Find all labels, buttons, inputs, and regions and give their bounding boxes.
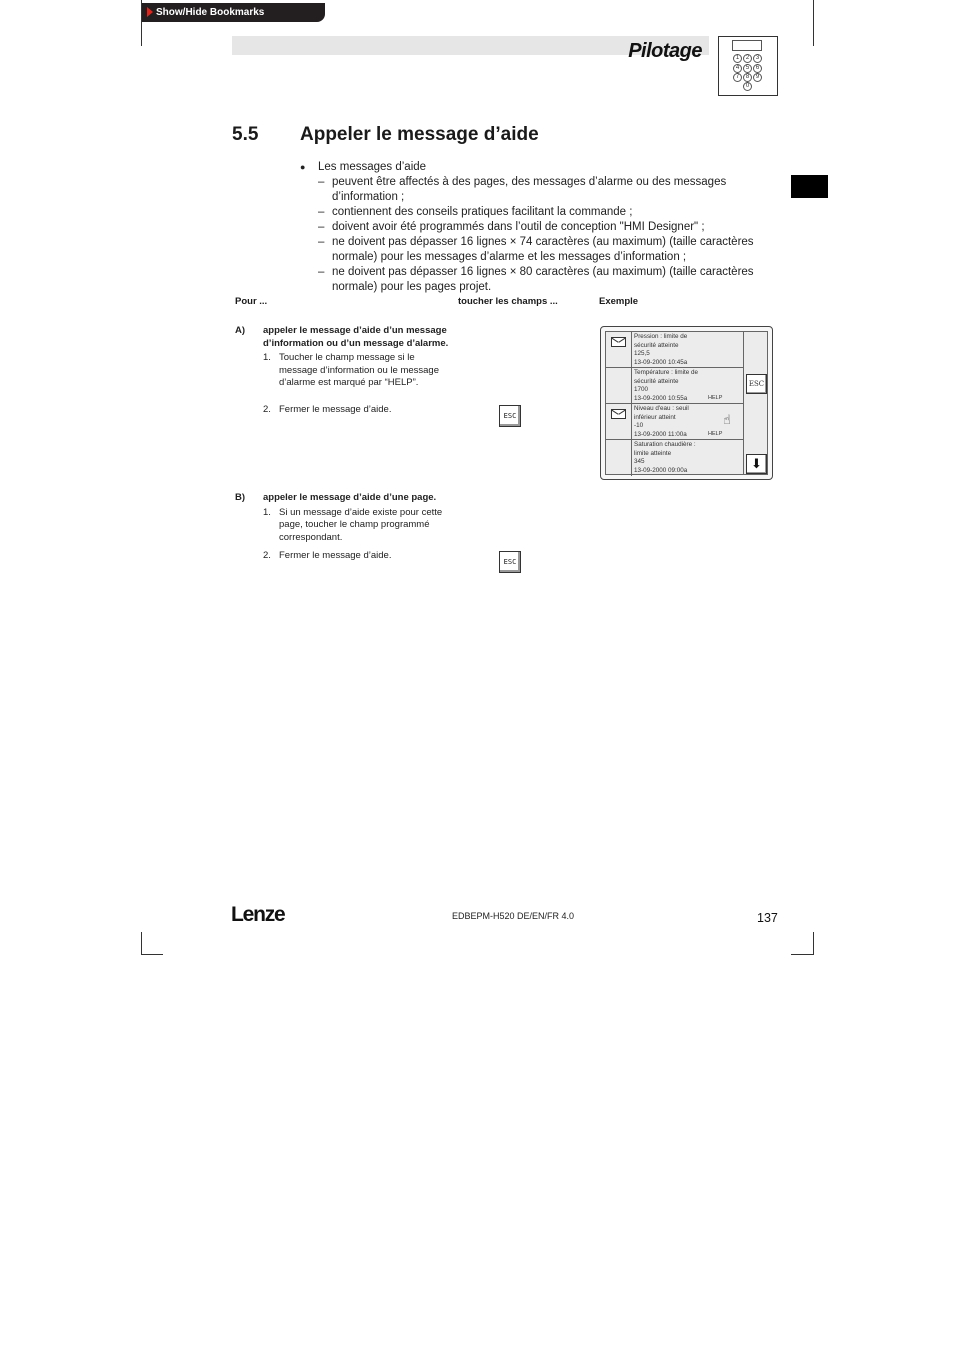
icon-cell	[606, 440, 632, 476]
document-code: EDBEPM-H520 DE/EN/FR 4.0	[452, 911, 575, 921]
keypad-key: 3	[753, 54, 762, 63]
example-esc-button[interactable]: ESC	[746, 374, 767, 394]
column-header-pour: Pour ...	[235, 296, 268, 307]
step-number: 2.	[263, 403, 271, 415]
scroll-down-button[interactable]	[746, 454, 767, 474]
step-letter: B)	[235, 492, 246, 503]
step-b	[235, 492, 450, 563]
intro-list	[300, 160, 780, 295]
step-item	[263, 550, 450, 563]
keypad-key: 8	[743, 73, 752, 82]
step-item	[263, 352, 450, 390]
step-text: Fermer le message d’aide.	[279, 550, 392, 561]
message-row[interactable]	[606, 404, 743, 440]
message-text: Niveau d'eau : seuil inférieur atteint -10 13-09-2000 11:00a	[634, 405, 689, 438]
crop-mark	[141, 954, 163, 955]
icon-cell	[606, 404, 632, 439]
section-number: 5.5	[232, 124, 259, 145]
help-marker: HELP	[708, 395, 723, 401]
step-number: 1.	[263, 352, 271, 363]
message-row[interactable]	[606, 440, 743, 476]
help-marker: HELP	[708, 431, 723, 437]
column-header-toucher: toucher les champs ...	[458, 296, 558, 307]
crop-mark	[791, 954, 814, 955]
list-item: – ne doivent pas dépasser 16 lignes × 80 caractères (au maximum) (taille caractères normale) pour les pages projet.	[318, 265, 780, 295]
keypad-key: 4	[733, 64, 742, 73]
keypad-key: 6	[753, 64, 762, 73]
page-number: 137	[757, 911, 778, 925]
step-heading: appeler le message d’aide d’un message d’information ou d’un message d’alarme.	[263, 325, 449, 349]
keypad-key: 1	[733, 54, 742, 63]
icon-cell	[606, 368, 632, 403]
message-text: Pression : limite de sécurité atteinte 125,5 13-09-2000 10:45a	[634, 333, 688, 366]
lenze-logo: Lenze	[231, 903, 285, 926]
envelope-icon	[611, 409, 626, 419]
icon-cell	[606, 332, 632, 367]
column-header-exemple: Exemple	[599, 296, 639, 307]
list-item: – ne doivent pas dépasser 16 lignes × 74 caractères (au maximum) (taille caractères normale) pour les messages d’alarme et les messages d’information ;	[318, 235, 780, 265]
step-letter: A)	[235, 325, 246, 336]
page-title: Pilotage	[628, 40, 702, 62]
esc-button[interactable]: ESC	[499, 551, 521, 573]
crop-mark	[813, 0, 814, 46]
message-text: Saturation chaudière : limite atteinte 345 13-09-2000 09:00a	[634, 441, 696, 474]
intro-bullet: ● Les messages d’aide	[300, 160, 780, 175]
example-screen	[600, 326, 773, 480]
keypad-display	[732, 40, 762, 51]
crop-mark	[141, 932, 142, 954]
keypad-icon	[718, 36, 778, 96]
keypad-key: 7	[733, 73, 742, 82]
keypad-key: 9	[753, 73, 762, 82]
message-row[interactable]	[606, 332, 743, 368]
message-list	[605, 331, 768, 475]
list-item: – doivent avoir été programmés dans l’outil de conception "HMI Designer" ;	[318, 220, 780, 235]
step-text: Si un message d’aide existe pour cette page, toucher le champ programmé correspondant.	[279, 506, 443, 543]
keypad-key: 2	[743, 54, 752, 63]
step-text: Fermer le message d’aide.	[279, 403, 392, 415]
example-side-panel	[743, 332, 769, 474]
chapter-tab-marker	[791, 175, 828, 198]
message-text: Température : limite de sécurité atteinte 1700 13-09-2000 10:55a	[634, 369, 699, 402]
step-number: 1.	[263, 506, 271, 518]
esc-button[interactable]: ESC	[499, 405, 521, 427]
envelope-icon	[611, 337, 626, 347]
show-hide-bookmarks-button[interactable]	[142, 3, 325, 22]
keypad-key: 0	[743, 82, 752, 91]
crop-mark	[141, 0, 142, 46]
bookmark-arrow-icon	[147, 7, 153, 17]
step-item	[263, 507, 450, 545]
step-a	[235, 325, 450, 416]
step-item	[263, 404, 450, 417]
bookmarks-label: Show/Hide Bookmarks	[156, 7, 265, 18]
pointing-hand-icon: ☝	[723, 412, 731, 427]
keypad-key: 5	[743, 64, 752, 73]
section-title: Appeler le message d’aide	[300, 124, 539, 145]
list-item: – contiennent des conseils pratiques facilitant la commande ;	[318, 205, 780, 220]
step-text: Toucher le champ message si le message d’information ou le message d’alarme est marqué par “HELP”.	[279, 352, 440, 388]
list-item: – peuvent être affectés à des pages, des messages d’alarme ou des messages d’information ;	[318, 175, 780, 205]
step-heading: appeler le message d’aide d’une page.	[263, 492, 437, 503]
step-number: 2.	[263, 550, 271, 561]
crop-mark	[813, 932, 814, 954]
arrow-down-icon: ⬇	[751, 456, 762, 471]
